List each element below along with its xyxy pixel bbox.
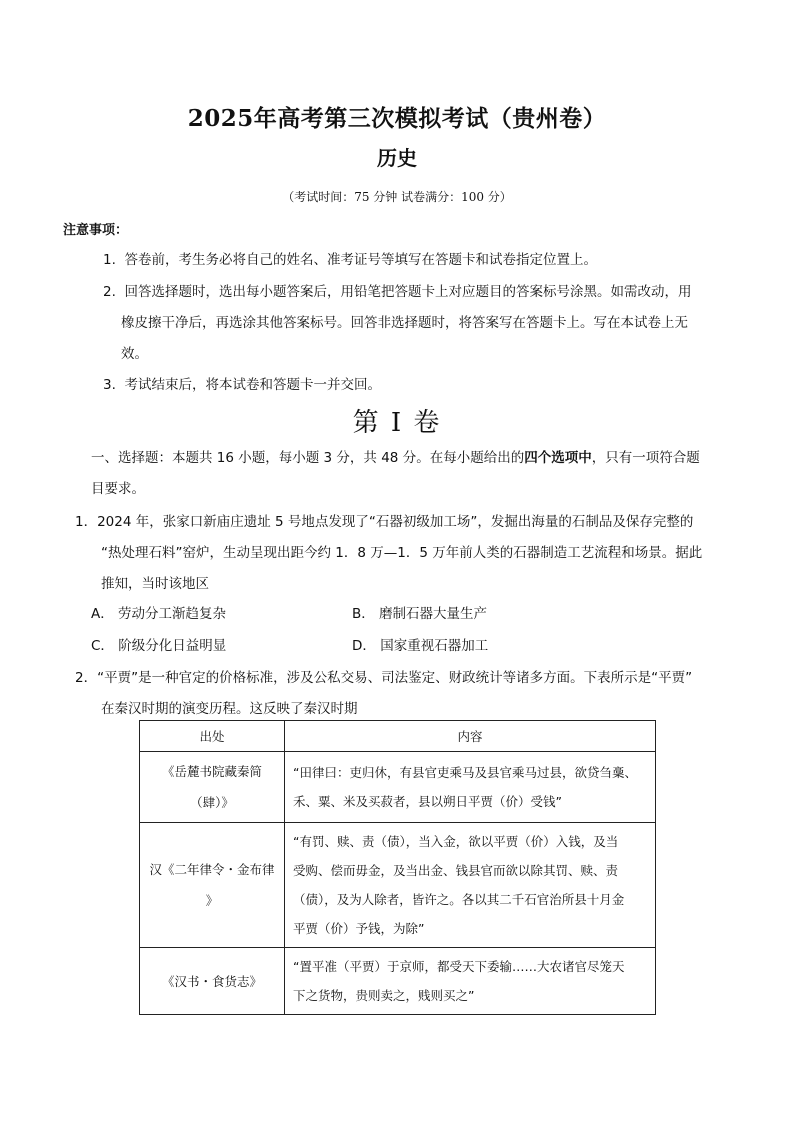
notice-item-3: [103, 373, 381, 393]
source-line: 《汉书・食货志》: [161, 973, 262, 989]
q1-stem-line: 推知，当时该地区: [101, 576, 209, 592]
q1-option-b: [352, 602, 487, 622]
exam-info: （考试时间：75 分钟 试卷满分：100 分）: [282, 190, 512, 204]
section-emphasis: 四个选项中: [524, 450, 592, 466]
q1-stem-line: “热处理石料”窑炉，生动呈现出距今约 1．8 万—1．5 万年前人类的石器制造工艺流程和场景。据此: [101, 545, 703, 561]
section-prefix: 一、选择题：本题共 16 小题，每小题 3 分，共 48 分。在每小题给出的: [91, 450, 525, 466]
q1-stem-line: 1．2024 年，张家口新庙庄遗址 5 号地点发现了“石器初级加工场”，发掘出海量的石制品及保存完整的: [75, 514, 694, 530]
content-line: 平贾（价）予钱，为除”: [293, 921, 425, 936]
q2-stem-line: 在秦汉时期的演变历程。这反映了秦汉时期: [101, 701, 358, 717]
notice-num: 3.: [103, 377, 116, 393]
content-line: （债），及为人除者，皆许之。各以其二千石官治所县十月金: [293, 892, 625, 907]
source-line: （肆）》: [190, 795, 234, 810]
content-line: “置平准（平贾）于京师，都受天下委输……大农诸官尽笼天: [293, 959, 625, 974]
notice-num: 2.: [103, 284, 116, 300]
table-row: [140, 752, 656, 823]
q1-option-a: [91, 602, 226, 622]
content-line: 受购、偿而毋金，及当出金、钱县官而欲以除其罚、赎、责: [293, 863, 619, 878]
option-text: 磨制石器大量生产: [379, 606, 488, 622]
source-line: 汉《二年律令・金布律 》: [149, 862, 275, 908]
notice-item-1: [103, 248, 597, 268]
source-line: 《岳麓书院藏秦简: [161, 764, 262, 779]
table-header-content: 内容: [285, 721, 656, 752]
notice-text: 考试结束后，将本试卷和答题卡一并交回。: [124, 377, 381, 393]
table-cell-content: [285, 948, 656, 1015]
q2-source-table: [139, 720, 656, 1015]
option-label: B．: [352, 606, 375, 622]
notice-text: 橡皮擦干净后，再选涂其他答案标号。回答非选择题时，将答案写在答题卡上。写在本试卷上无: [121, 315, 688, 331]
notice-text: 答卷前，考生务必将自己的姓名、准考证号等填写在答题卡和试卷指定位置上。: [124, 252, 597, 268]
option-text: 国家重视石器加工: [380, 638, 489, 654]
q2-stem-line: 2．“平贾”是一种官定的价格标准，涉及公私交易、司法鉴定、财政统计等诸多方面。下表所示是“平贾”: [75, 670, 693, 686]
table-cell-source: [140, 823, 285, 948]
table-cell-content: [285, 823, 656, 948]
option-text: 阶级分化日益明显: [118, 638, 227, 654]
table-cell-content: [285, 752, 656, 823]
notice-item-2: [103, 280, 691, 300]
table-header-row: [140, 721, 656, 752]
volume-heading: 第 I 卷: [352, 408, 442, 438]
exam-title: 2025年高考第三次模拟考试（贵州卷）: [187, 105, 607, 132]
table-cell-source: [140, 752, 285, 823]
table-row: [140, 823, 656, 948]
option-label: C．: [91, 638, 114, 654]
notice-num: 1.: [103, 252, 116, 268]
content-line: “有罚、赎、责（债），当入金，欲以平贾（价）入钱，及当: [293, 834, 619, 849]
exam-subject: 历史: [377, 146, 417, 170]
q1-option-c: [91, 634, 226, 654]
option-label: A．: [91, 606, 114, 622]
option-label: D．: [352, 638, 376, 654]
section-suffix: ，只有一项符合题: [591, 450, 700, 466]
section-instructions-line2: 目要求。: [91, 481, 145, 497]
notice-text: 回答选择题时，选出每小题答案后，用铅笔把答题卡上对应题目的答案标号涂黑。如需改动，用: [124, 284, 692, 300]
table-cell-source: [140, 948, 285, 1015]
content-line: “田律曰：吏归休，有县官吏乘马及县官乘马过县，欲贷刍稾、: [293, 765, 637, 780]
table-row: [140, 948, 656, 1015]
notice-heading: 注意事项：: [63, 223, 129, 238]
content-line: 禾、粟、米及买菽者，县以朔日平贾（价）受钱”: [293, 794, 562, 809]
option-text: 劳动分工渐趋复杂: [118, 606, 227, 622]
notice-text: 效。: [121, 346, 148, 362]
table-header-source: 出处: [140, 721, 285, 752]
q1-option-d: [352, 634, 488, 654]
section-instructions: [91, 446, 700, 466]
content-line: 下之货物，贵则卖之，贱则买之”: [293, 988, 475, 1003]
